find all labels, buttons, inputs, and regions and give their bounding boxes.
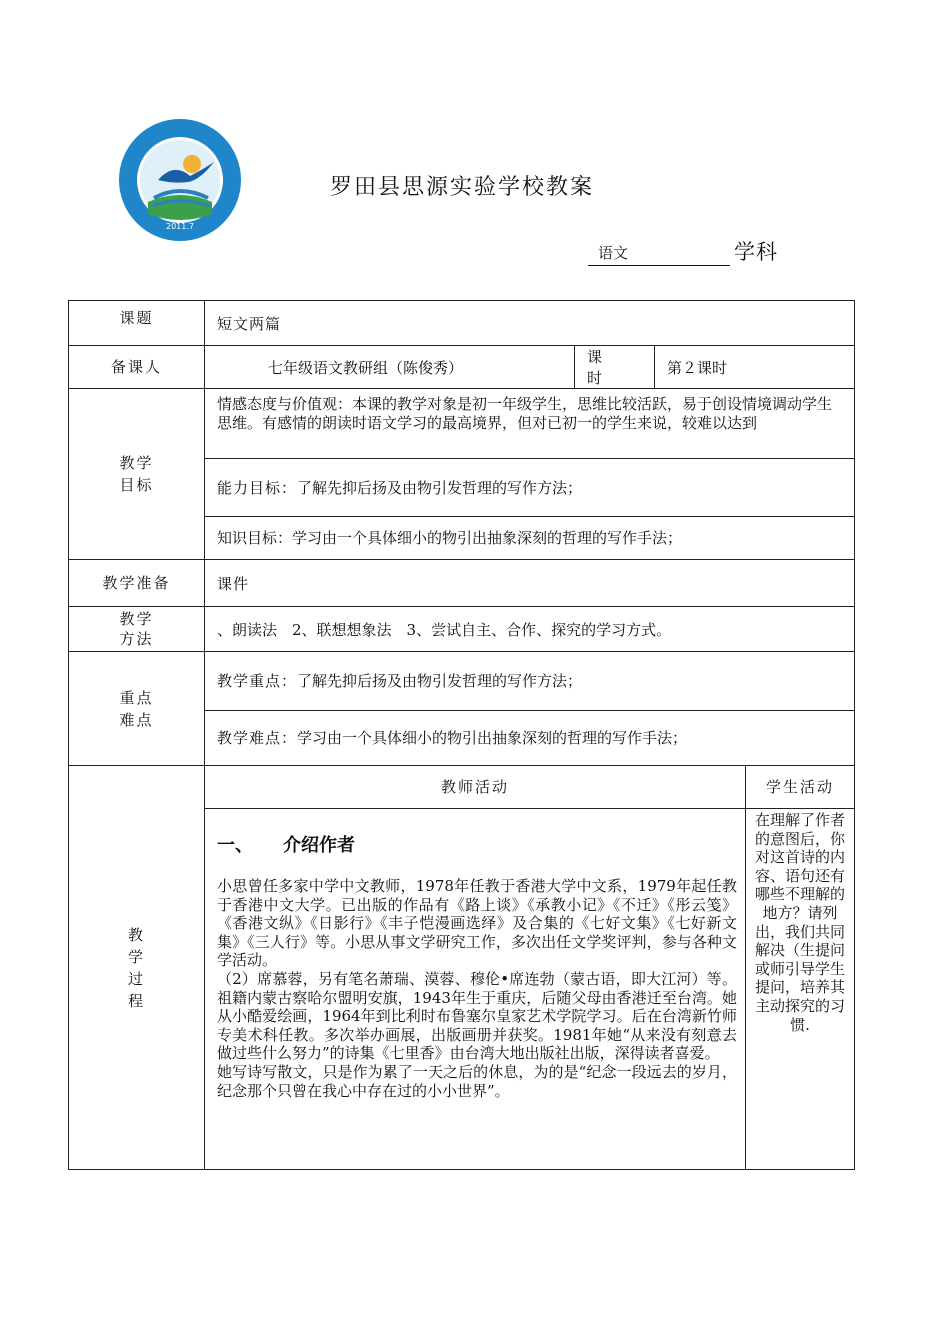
knowledge-goal-label: 知识目标：: [217, 529, 293, 548]
section-heading: [217, 831, 737, 857]
preparer-label: 备课人: [69, 346, 205, 389]
period-value: 第２课时: [655, 346, 855, 389]
lesson-plan-table: [68, 300, 855, 1170]
svg-text:2011.7: 2011.7: [166, 222, 194, 231]
method-label-line2: 方法: [119, 630, 154, 648]
goals-label-line1: 教学: [119, 454, 154, 472]
emotion-goal-label: 情感态度与价值观：: [217, 395, 353, 413]
period-label: 课 时: [575, 346, 655, 389]
school-title: 罗田县思源实验学校教案: [330, 175, 595, 200]
knowledge-goal-text: 学习由一个具体细小的物引出抽象深刻的哲理的写作手法；: [292, 529, 683, 548]
process-label: [69, 766, 205, 1170]
section-number: 一、: [217, 835, 253, 856]
difficult-point-text: 学习由一个具体细小的物引出抽象深刻的哲理的写作手法；: [297, 729, 688, 748]
preparer-value: 七年级语文教研组（陈俊秀）: [205, 346, 575, 389]
focus-label-line1: 重点: [119, 688, 154, 707]
topic-label: 课题: [69, 301, 205, 346]
prep-value: 课件: [205, 560, 855, 607]
section-title: 介绍作者: [283, 835, 355, 856]
focus-label-line2: 难点: [119, 710, 154, 729]
teacher-activity-header: 教师活动: [205, 766, 746, 809]
goals-label: [69, 389, 205, 560]
goals-label-line2: 目标: [119, 476, 154, 494]
subject-line: [588, 236, 778, 266]
author-intro-para-3: 她写诗写散文，只是作为累了一天之后的休息，为的是“纪念一段远去的岁月，纪念那个只曾在我心中存在过的小小世界”。: [217, 1062, 737, 1100]
prep-label: 教学准备: [69, 560, 205, 607]
method-label-line1: 教学: [119, 610, 154, 628]
focus-label: [69, 652, 205, 766]
difficult-point: [205, 710, 854, 765]
student-activity: 在理解了作者的意图后，你对这首诗的内容、语句还有哪些不理解的地方？请列出，我们共同解决（生提问或师引导学生提问，培养其主动探究的习惯.: [746, 809, 855, 1170]
ability-goal: [205, 458, 854, 516]
process-label-char-2: 学: [127, 947, 145, 966]
author-intro-para-2: （2）席慕蓉，另有笔名萧瑞、漠蓉、穆伦•席连勃（蒙古语，即大江河）等。祖籍内蒙古察哈尔盟明安旗，1943年生于重庆，后随父母由香港迁至台湾。她从小酷爱绘画，1964年到比利时布鲁塞尔皇家艺术学院学习。后在台湾新竹师专美术科任教。多次举办画展，出版画册并获奖。1981年她“从来没有刻意去做过些什么努力”的诗集《七里香》由台湾大地出版社出版，深得读者喜爱。: [217, 969, 737, 1063]
emotion-goal-text: 本课的教学对象是初一年级学生，思维比较活跃，易于创设情境调动学生思维。有感情的朗读时语文学习的最高境界，但对已初一的学生来说，较难以达到: [217, 395, 833, 432]
difficult-point-label: 教学难点：: [217, 729, 298, 748]
ability-goal-text: 了解先抑后扬及由物引发哲理的写作方法；: [297, 478, 583, 497]
focus-inner: [205, 652, 854, 765]
goals-inner: [205, 389, 854, 559]
emotion-goal: [205, 389, 854, 458]
process-label-char-3: 过: [127, 969, 145, 988]
process-label-char-1: 教: [127, 925, 145, 944]
method-label: [69, 607, 205, 652]
subject-value: 语文: [588, 242, 730, 266]
process-label-char-4: 程: [127, 991, 145, 1010]
author-intro-para-1: 小思曾任多家中学中文教师，1978年任教于香港大学中文系，1979年起任教于香港中文大学。已出版的作品有《路上谈》《承教小记》《不迁》《彤云笺》《香港文纵》《日影行》《丰子恺漫画选绎》及合集的《七好文集》《七好新文集》《三人行》等。小思从事文学研究工作，多次出任文学奖评判，参与各种文学活动。: [217, 877, 737, 970]
key-point-label: 教学重点：: [217, 672, 298, 691]
ability-goal-label: 能力目标：: [217, 478, 298, 497]
knowledge-goal: [205, 516, 854, 559]
school-logo: [118, 118, 242, 242]
subject-suffix: 学科: [734, 240, 778, 264]
teacher-activity: [205, 809, 746, 1170]
topic-value: 短文两篇: [205, 301, 855, 346]
student-activity-header: 学生活动: [746, 766, 855, 809]
method-value: 、朗读法 2、联想想象法 3、尝试自主、合作、探究的学习方式。: [205, 607, 855, 652]
key-point: [205, 652, 854, 710]
key-point-text: 了解先抑后扬及由物引发哲理的写作方法；: [297, 672, 583, 691]
